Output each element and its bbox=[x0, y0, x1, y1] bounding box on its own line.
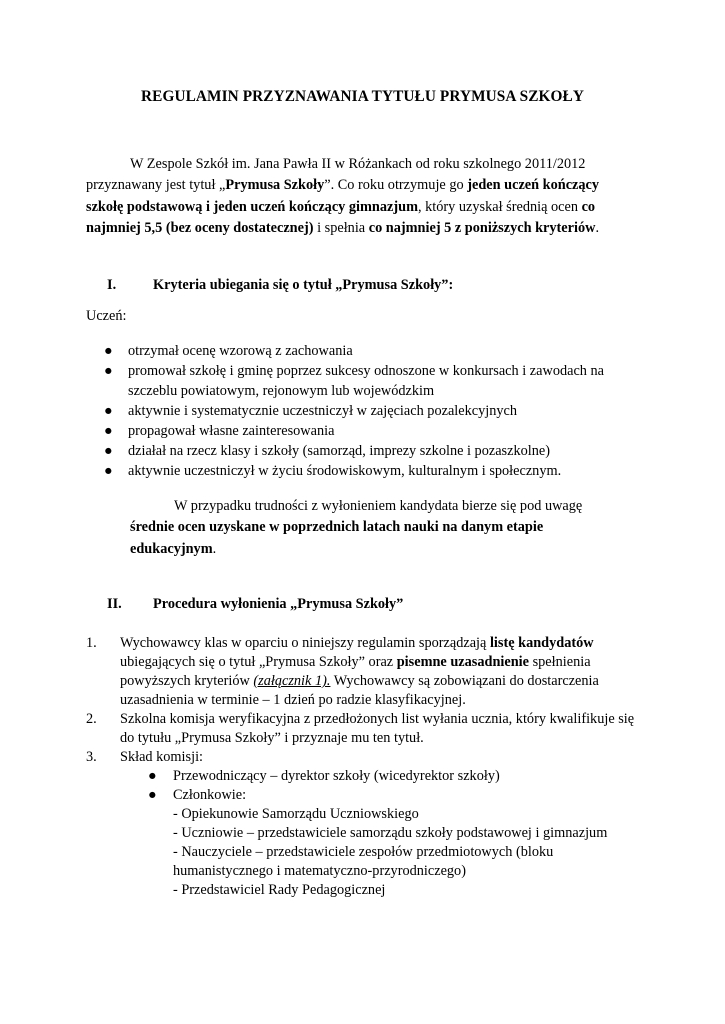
committee-members: ● Członkowie: - Opiekunowie Samorządu Uczniowskiego - Uczniowie – przedstawiciele samorządu szkoły podstawowej i gimnazjum - Nauczyciele – przedstawiciele zespołów przedmiotowych (bloku humanistycznego i matematyczno-przyrodniczego) - Przedstawiciel Rady Pedagogicznej bbox=[120, 786, 646, 900]
member-item: - Uczniowie – przedstawiciele samorządu szkoły podstawowej i gimnazjum bbox=[173, 825, 608, 841]
section-1-title: Kryteria ubiegania się o tytuł „Prymusa Szkoły”: bbox=[153, 277, 454, 293]
tie-break-note: W przypadku trudności z wyłonieniem kandydata bierze się pod uwagę średnie ocen uzyskane w poprzednich latach nauki na danym etapie edukacyjnym. bbox=[130, 498, 583, 557]
bullet-icon: ● bbox=[104, 443, 113, 459]
member-item: - Nauczyciele – przedstawiciele zespołów przedmiotowych (bloku humanistycznego i matematyczno-przyrodniczego) bbox=[173, 844, 554, 879]
procedure-item-2: 2. Szkolna komisja weryfikacyjna z przedłożonych list wyłania ucznia, który kwalifikuje się do tytułu „Prymusa Szkoły” i przyznaje mu ten tytuł. bbox=[86, 711, 635, 746]
list-item: ● aktywnie uczestniczył w życiu środowiskowym, kulturalnym i społecznym. bbox=[104, 463, 562, 479]
procedure-item-3: 3. Skład komisji: ● Przewodniczący – dyrektor szkoły (wicedyrektor szkoły) ● Członkowie: - Opiekunowie Samorządu Uczniowskiego - Uczniowie – przedstawiciele samorządu szkoły podstawowej i gimnazjum - Nauczyciele – przedstawiciele zespołów przedmiotowych (bloku humanistycznego i matematyczno-przyrodniczego) - Przedstawiciel Rady Pedagogicznej bbox=[86, 748, 646, 900]
section-2-number: II. bbox=[107, 596, 122, 612]
section-1-number: I. bbox=[107, 277, 117, 293]
section-1-heading bbox=[107, 277, 453, 294]
procedure-list bbox=[86, 634, 646, 900]
bullet-icon: ● bbox=[148, 787, 157, 803]
procedure-item-1: 1. Wychowawcy klas w oparciu o niniejszy regulamin sporządzają listę kandydatów ubiegających się o tytuł „Prymusa Szkoły” oraz pisemne uzasadnienie spełnienia powyższych kryteriów (załącznik 1). Wychowawcy są zobowiązani do dostarczenia uzasadnienia w terminie – 1 dzień po radzie klasyfikacyjnej. bbox=[86, 635, 599, 708]
member-item: - Przedstawiciel Rady Pedagogicznej bbox=[173, 882, 386, 898]
list-item: ● otrzymał ocenę wzorową z zachowania bbox=[104, 343, 353, 359]
criteria-list bbox=[86, 341, 646, 481]
list-item: ● aktywnie i systematycznie uczestniczył w zajęciach pozalekcyjnych bbox=[104, 403, 518, 419]
bullet-icon: ● bbox=[104, 363, 113, 379]
bullet-icon: ● bbox=[104, 343, 113, 359]
bullet-icon: ● bbox=[148, 768, 157, 784]
section-2-heading bbox=[107, 596, 403, 613]
list-item: ● propagował własne zainteresowania bbox=[104, 423, 335, 439]
member-item: - Opiekunowie Samorządu Uczniowskiego bbox=[173, 806, 419, 822]
intro-paragraph: W Zespole Szkół im. Jana Pawła II w Różankach od roku szkolnego 2011/2012 przyznawany jest tytuł „Prymusa Szkoły”. Co roku otrzymuje go jeden uczeń kończący szkołę podstawową i jeden uczeń kończący gimnazjum, który uzyskał średnią ocen co najmniej 5,5 (bez oceny dostatecznej) i spełnia co najmniej 5 z poniższych kryteriów. bbox=[86, 156, 600, 237]
committee-list bbox=[120, 767, 646, 900]
bullet-icon: ● bbox=[104, 463, 113, 479]
student-label: Uczeń: bbox=[86, 308, 127, 324]
document-title: REGULAMIN PRZYZNAWANIA TYTUŁU PRYMUSA SZKOŁY bbox=[141, 88, 584, 105]
attachment-link[interactable]: (załącznik 1). bbox=[253, 673, 331, 689]
committee-chair: ● Przewodniczący – dyrektor szkoły (wicedyrektor szkoły) bbox=[148, 768, 500, 784]
list-item: ● promował szkołę i gminę poprzez sukcesy odnoszone w konkursach i zawodach na szczeblu powiatowym, rejonowym lub wojewódzkim bbox=[104, 363, 605, 399]
bullet-icon: ● bbox=[104, 423, 113, 439]
list-item: ● działał na rzecz klasy i szkoły (samorząd, imprezy szkolne i pozaszkolne) bbox=[104, 443, 550, 459]
bullet-icon: ● bbox=[104, 403, 113, 419]
section-2-title: Procedura wyłonienia „Prymusa Szkoły” bbox=[153, 596, 404, 612]
